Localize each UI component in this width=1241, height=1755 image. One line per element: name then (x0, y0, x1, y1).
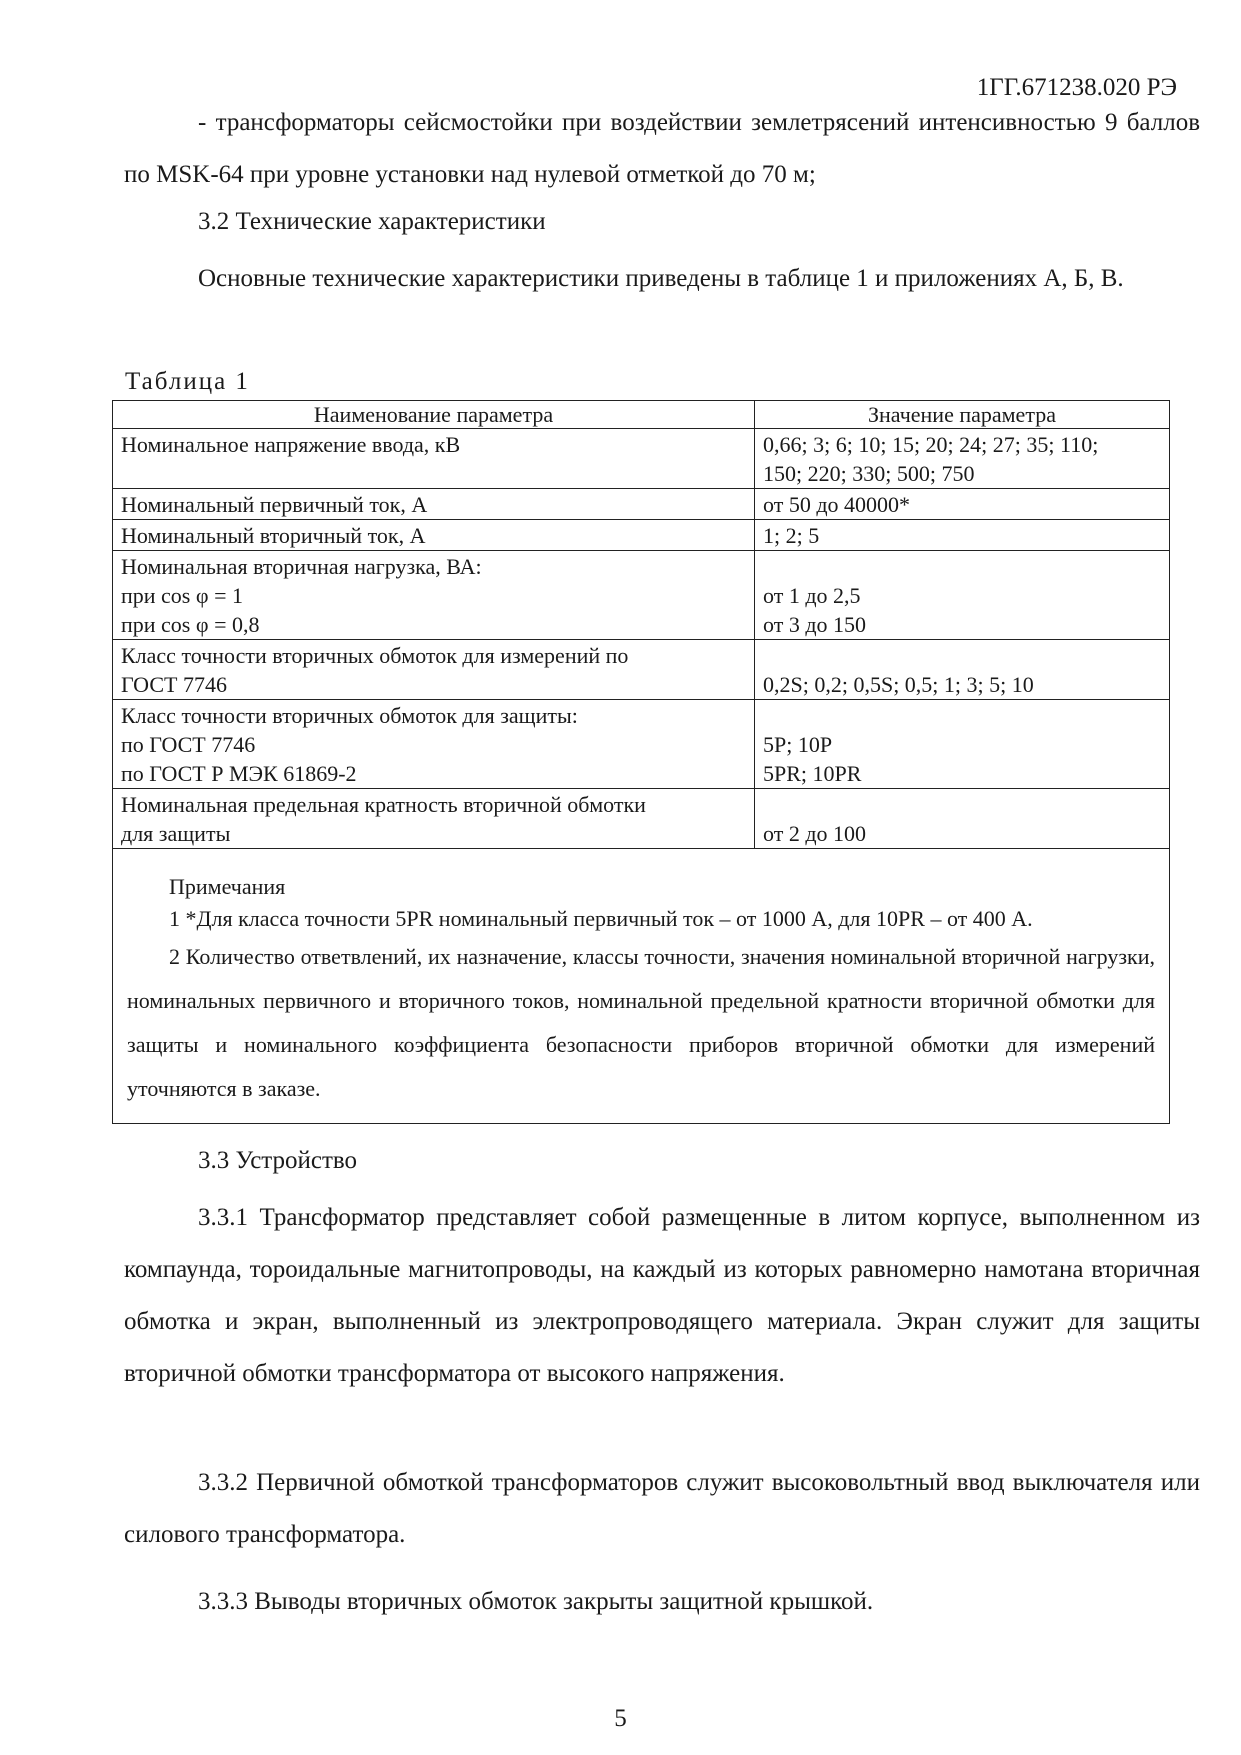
intro-paragraph: - трансформаторы сейсмостойки при воздействии землетрясений интенсивностью 9 баллов по MSK-64 при уровне установки над нулевой отметкой до 70 м; (124, 109, 1200, 188)
table-row (113, 789, 1170, 849)
value-cell: 5P; 10P 5PR; 10PR (755, 700, 1170, 789)
table-header-row (113, 401, 1170, 429)
value-cell: 0,2S; 0,2; 0,5S; 0,5; 1; 3; 5; 10 (755, 640, 1170, 700)
notes-cell (113, 849, 1170, 1124)
table-row (113, 551, 1170, 640)
value-cell: 0,66; 3; 6; 10; 15; 20; 24; 27; 35; 110; 150; 220; 330; 500; 750 (755, 429, 1170, 489)
param-cell: Номинальная предельная кратность вторичной обмотки для защиты (113, 789, 755, 849)
table-row (113, 489, 1170, 520)
value-cell: от 50 до 40000* (755, 489, 1170, 520)
section-3-2-paragraph: Основные технические характеристики приведены в таблице 1 и приложениях А, Б, В. (198, 265, 1124, 292)
spec-table (112, 400, 1170, 1124)
value-cell: от 1 до 2,5 от 3 до 150 (755, 551, 1170, 640)
value-cell: 1; 2; 5 (755, 520, 1170, 551)
header-value: Значение параметра (755, 401, 1170, 429)
param-cell: Номинальный вторичный ток, А (113, 520, 755, 551)
note-2: 2 Количество ответвлений, их назначение, классы точности, значения номинальной вторичной нагрузки, номинальных первичного и вторичного токов, номинальной предельной кратности вторичной обмотки для защиты и номинального коэффициента безопасности приборов вторичной обмотки для измерений уточняются в заказе. (127, 944, 1155, 1101)
param-cell: Класс точности вторичных обмоток для защиты: по ГОСТ 7746 по ГОСТ Р МЭК 61869-2 (113, 700, 755, 789)
table-row (113, 700, 1170, 789)
note-1: 1 *Для класса точности 5PR номинальный первичный ток – от 1000 А, для 10PR – от 400 А. (169, 906, 1033, 931)
param-cell: Класс точности вторичных обмоток для измерений по ГОСТ 7746 (113, 640, 755, 700)
table-row (113, 640, 1170, 700)
param-cell: Номинальное напряжение ввода, кВ (113, 429, 755, 489)
section-3-3-1-paragraph: 3.3.1 Трансформатор представляет собой размещенные в литом корпусе, выполненном из компаунда, тороидальные магнитопроводы, на каждый из которых равномерно намотана вторичная обмотка и экран, выполненный из электропроводящего материала. Экран служит для защиты вторичной обмотки трансформатора от высокого напряжения. (124, 1204, 1200, 1387)
notes-title: Примечания (169, 874, 286, 899)
param-cell: Номинальный первичный ток, А (113, 489, 755, 520)
param-cell: Номинальная вторичная нагрузка, ВА: при cos φ = 1 при cos φ = 0,8 (113, 551, 755, 640)
value-cell: от 2 до 100 (755, 789, 1170, 849)
section-3-3-heading: 3.3 Устройство (198, 1147, 358, 1174)
table-row (113, 520, 1170, 551)
table-notes-row (113, 849, 1170, 1124)
page-number: 5 (614, 1705, 627, 1732)
table-row (113, 429, 1170, 489)
document-code: 1ГГ.671238.020 РЭ (976, 74, 1177, 101)
header-param: Наименование параметра (113, 401, 755, 429)
section-3-3-2-paragraph: 3.3.2 Первичной обмоткой трансформаторов служит высоковольтный ввод выключателя или силового трансформатора. (124, 1469, 1200, 1548)
section-3-2-heading: 3.2 Технические характеристики (198, 208, 546, 235)
section-3-3-3-paragraph: 3.3.3 Выводы вторичных обмоток закрыты защитной крышкой. (198, 1588, 874, 1615)
table-caption: Таблица 1 (125, 368, 250, 395)
